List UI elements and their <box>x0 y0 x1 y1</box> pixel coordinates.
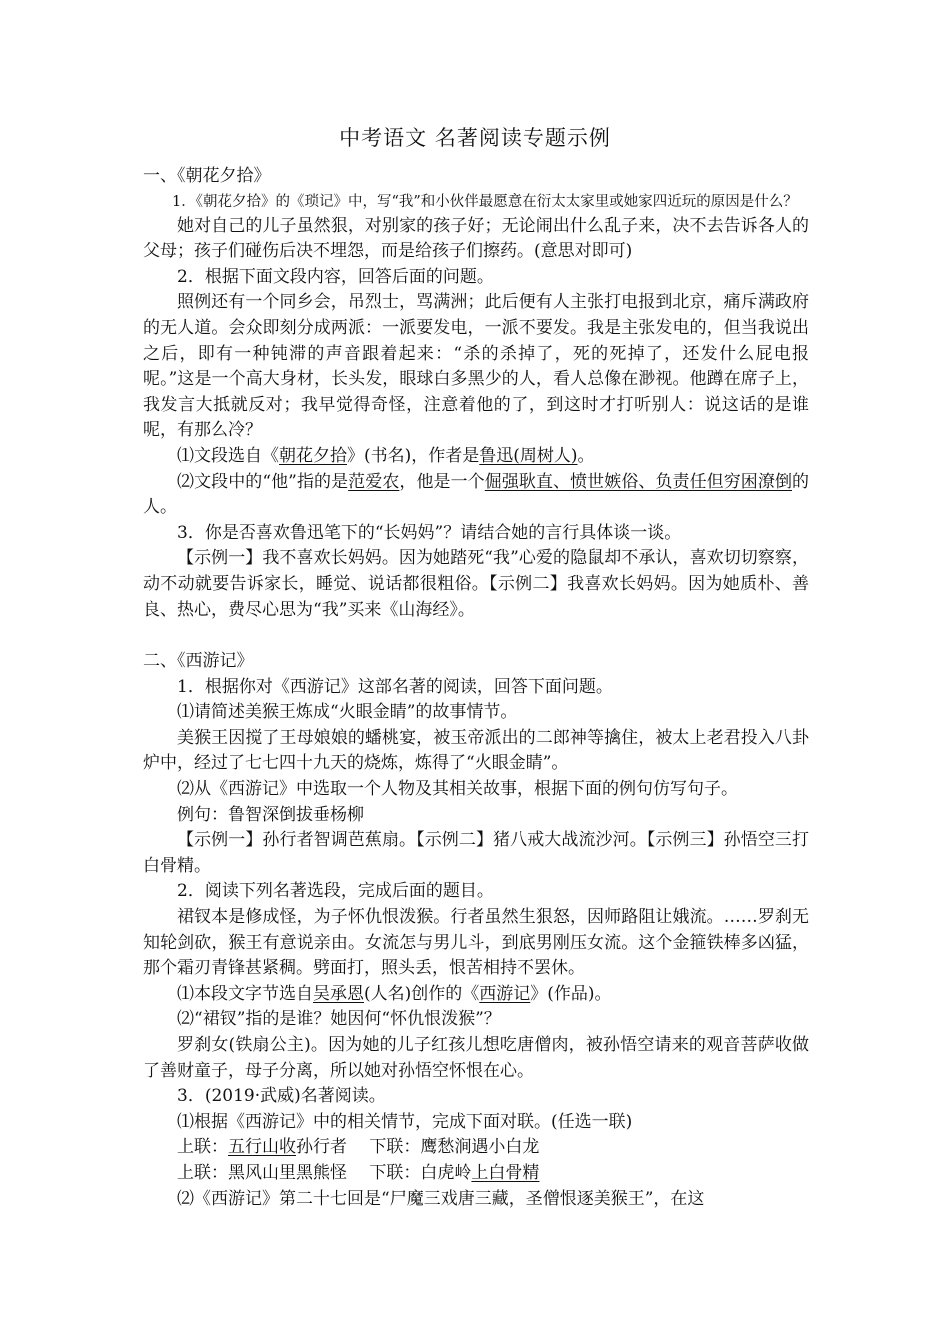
sub-question <box>143 470 809 521</box>
section-heading: 二、《西游记》 <box>143 651 254 672</box>
answer-underlined: 朝花夕拾 <box>279 445 347 466</box>
answer-underlined: 倔强耿直、愤世嫉俗、负责任但穷困潦倒 <box>484 471 793 492</box>
answer: 罗刹女(铁扇公主)。因为她的儿子红孩儿想吃唐僧肉，被孙悟空请来的观音菩萨收做了善财童子，母子分离，所以她对孙悟空怀恨在心。 <box>143 1035 809 1081</box>
text: ⑴本段文字节选自 <box>177 983 313 1004</box>
answer-underlined: 五行山收 <box>228 1137 296 1158</box>
sub-question: ⑴请简述美猴王炼成“火眼金睛”的故事情节。 <box>177 702 518 723</box>
text: 》(作品)。 <box>530 983 612 1004</box>
question: 3．(2019·武威)名著阅读。 <box>177 1086 386 1107</box>
question: 2．根据下面文段内容，回答后面的问题。 <box>177 266 494 287</box>
answer: 【示例一】我不喜欢长妈妈。因为她踏死“我”心爱的隐鼠却不承认，喜欢切切察察，动不动就要告诉家长，睡觉、说话都很粗俗。【示例二】我喜欢长妈妈。因为她质朴、善良、热心，费尽心思为“我”买来《山海经》。 <box>143 548 809 620</box>
section-heading: 一、《朝花夕拾》 <box>143 166 271 186</box>
answer-underlined: 西游记 <box>479 983 531 1004</box>
section-gap <box>143 623 809 649</box>
answer: 她对自己的儿子虽然狠，对别家的孩子好；无论闹出什么乱子来，决不去告诉各人的父母；孩子们碰伤后决不埋怨，而是给孩子们擦药。(意思对即可) <box>143 215 809 262</box>
couplet <box>143 1135 809 1161</box>
question: 3．你是否喜欢鲁迅笔下的“长妈妈”？请结合她的言行具体谈一谈。 <box>177 522 682 543</box>
document-body <box>143 164 809 1212</box>
question: 2．阅读下列名著选段，完成后面的题目。 <box>177 881 494 902</box>
answer-underlined: 上白骨精 <box>471 1162 540 1183</box>
question: 1．根据你对《西游记》这部名著的阅读，回答下面问题。 <box>177 676 613 697</box>
sub-question: ⑵“裙钗”指的是谁？她因何“怀仇恨泼猴”？ <box>177 1009 501 1030</box>
answer-underlined: 范爱农 <box>348 471 400 492</box>
text: 》(书名)，作者是 <box>347 445 480 466</box>
sub-question: ⑴根据《西游记》中的相关情节，完成下面对联。(任选一联) <box>177 1111 633 1132</box>
text: 上联： <box>177 1137 228 1158</box>
passage: 裙钗本是修成怪，为子怀仇恨泼猴。行者虽然生狠怒，因师路阻让娥流。……罗刹无知轮剑砍，猴王有意说亲由。女流怎与男儿斗，到底男刚压女流。这个金箍铁棒多凶猛，那个霜刃青锋甚紧稠。劈面打，照头丢，恨苦相持不罢休。 <box>143 907 809 979</box>
sub-question: ⑵从《西游记》中选取一个人物及其相关故事，根据下面的例句仿写句子。 <box>177 779 738 800</box>
passage: 照例还有一个同乡会，吊烈士，骂满洲；此后便有人主张打电报到北京，痛斥满政府的无人道。会众即刻分成两派：一派要发电，一派不要发。我是主张发电的，但当我说出之后，即有一种钝滞的声音跟着起来：“杀的杀掉了，死的死掉了，还发什么屁电报呢。”这是一个高大身材，长头发，眼球白多黑少的人，看人总像在渺视。他蹲在席子上，我发言大抵就反对；我早觉得奇怪，注意着他的了，到这时才打听别人：说这话的是谁呢，有那么冷？ <box>143 292 809 441</box>
document-title: 中考语文 名著阅读专题示例 <box>339 126 611 150</box>
text: ⑴文段选自《 <box>177 445 279 466</box>
text: 上联：黑风山里黑熊怪 下联：白虎岭 <box>177 1162 472 1183</box>
text: ⑵文段中的“他”指的是 <box>177 471 349 492</box>
answer-underlined: 鲁迅(周树人) <box>479 445 578 466</box>
sub-question <box>143 982 809 1008</box>
couplet <box>143 1161 809 1187</box>
text: 的人。 <box>143 471 810 518</box>
answer-underlined: 吴承恩 <box>313 983 364 1004</box>
answer: 美猴王因搅了王母娘娘的蟠桃宴，被玉帝派出的二郎神等擒住，被太上老君投入八卦炉中，经过了七七四十九天的烧炼，炼得了“火眼金睛”。 <box>143 727 809 774</box>
text: 孙行者 下联：鹰愁涧遇小白龙 <box>296 1137 540 1158</box>
text: 。 <box>577 445 595 466</box>
text: ，他是一个 <box>399 471 485 492</box>
sub-question <box>143 444 809 470</box>
text: (人名)创作的《 <box>364 983 480 1004</box>
answer: 【示例一】孙行者智调芭蕉扇。【示例二】猪八戒大战流沙河。【示例三】孙悟空三打白骨精。 <box>143 830 809 876</box>
question: 1．《朝花夕拾》的《琐记》中，写“我”和小伙伴最愿意在衍太太家里或她家四近玩的原因是什么？ <box>172 193 798 210</box>
example-sentence: 例句：鲁智深倒拔垂杨柳 <box>177 804 364 825</box>
sub-question: ⑵《西游记》第二十七回是“尸魔三戏唐三藏，圣僧恨逐美猴王”，在这 <box>177 1188 705 1209</box>
